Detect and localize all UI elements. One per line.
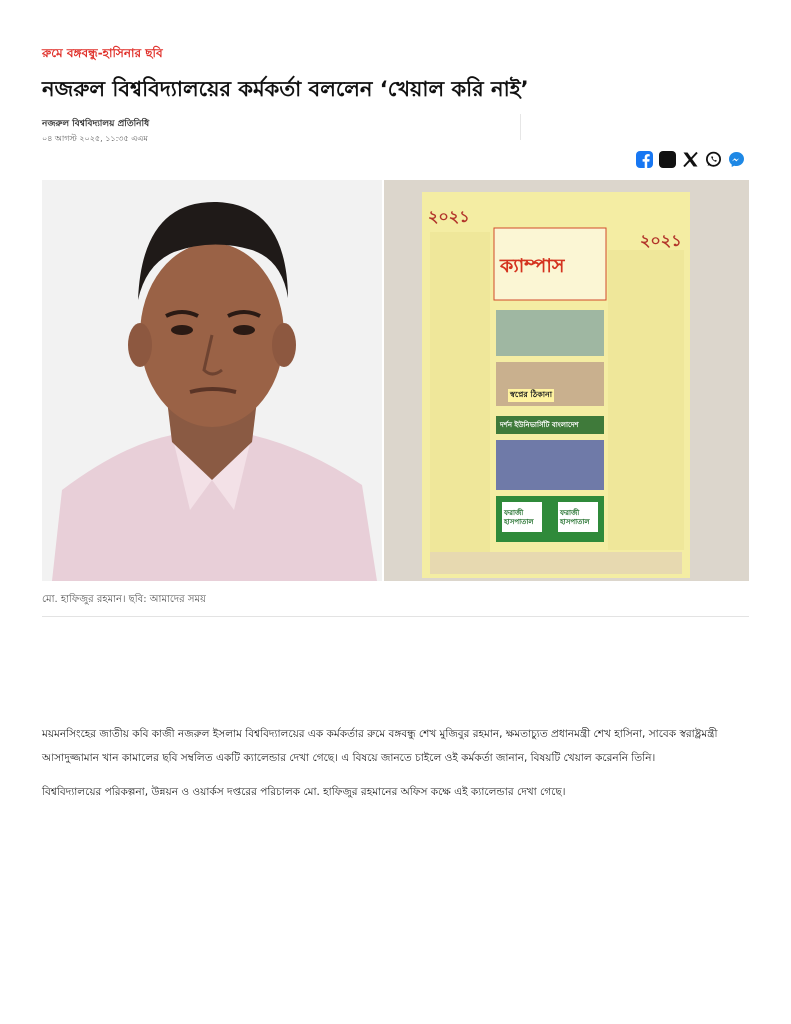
calendar-ribbon: স্বপ্নের ঠিকানা	[508, 389, 554, 402]
x-icon[interactable]	[681, 150, 699, 168]
whatsapp-icon[interactable]	[704, 150, 722, 168]
publish-date: ০৪ আগস্ট ২০২৫, ১১:৩৫ এএম	[42, 134, 148, 143]
article-kicker[interactable]: রুমে বঙ্গবন্ধু-হাসিনার ছবি	[42, 46, 163, 60]
byline-divider	[520, 114, 521, 140]
article-paragraph: বিশ্ববিদ্যালয়ের পরিকল্পনা, উন্নয়ন ও ওয়ার্কস দপ্তরের পরিচালক মো. হাফিজুর রহমানের অফিস কক্ষে এই ক্যালেন্ডার দেখা গেছে।	[42, 786, 566, 798]
byline	[42, 116, 149, 146]
share-bar	[635, 150, 745, 168]
author-name[interactable]: নজরুল বিশ্ববিদ্যালয় প্রতিনিধি	[42, 119, 150, 129]
article-body	[42, 722, 749, 814]
calendar-ad-2: ফরাজী হাসপাতাল	[560, 509, 590, 526]
calendar-year-right: ২০২১	[640, 231, 682, 250]
calendar-title: ক্যাম্পাস	[500, 255, 565, 277]
calendar-photo	[384, 180, 749, 581]
instagram-icon[interactable]	[658, 150, 676, 168]
caption-divider	[42, 616, 749, 617]
article-headline: নজরুল বিশ্ববিদ্যালয়ের কর্মকর্তা বললেন ‘খেয়াল করি নাই’	[42, 77, 529, 101]
messenger-icon[interactable]	[727, 150, 745, 168]
calendar-year-left: ২০২১	[428, 207, 470, 226]
calendar-band: দর্শন ইউনিভার্সিটি বাংলাদেশ	[500, 421, 579, 429]
calendar-ad-1: ফরাজী হাসপাতাল	[504, 509, 534, 526]
article-photo	[42, 180, 749, 581]
facebook-icon[interactable]	[635, 150, 653, 168]
portrait-photo	[42, 180, 382, 581]
article-paragraph: ময়মনসিংহের জাতীয় কবি কাজী নজরুল ইসলাম বিশ্ববিদ্যালয়ের এক কর্মকর্তার রুমে বঙ্গবন্ধু শেখ মুজিবুর রহমান, ক্ষমতাচ্যুত প্রধানমন্ত্রী শেখ হাসিনা, সাবেক স্বরাষ্ট্রমন্ত্রী আসাদুজ্জামান খান কামালের ছবি সম্বলিত একটি ক্যালেন্ডার দেখা গেছে। এ বিষয়ে জানতে চাইলে ওই কর্মকর্তা জানান, বিষয়টি খেয়াল করেননি তিনি।	[42, 728, 718, 764]
photo-caption: মো. হাফিজুর রহমান। ছবি: আমাদের সময়	[42, 594, 206, 605]
